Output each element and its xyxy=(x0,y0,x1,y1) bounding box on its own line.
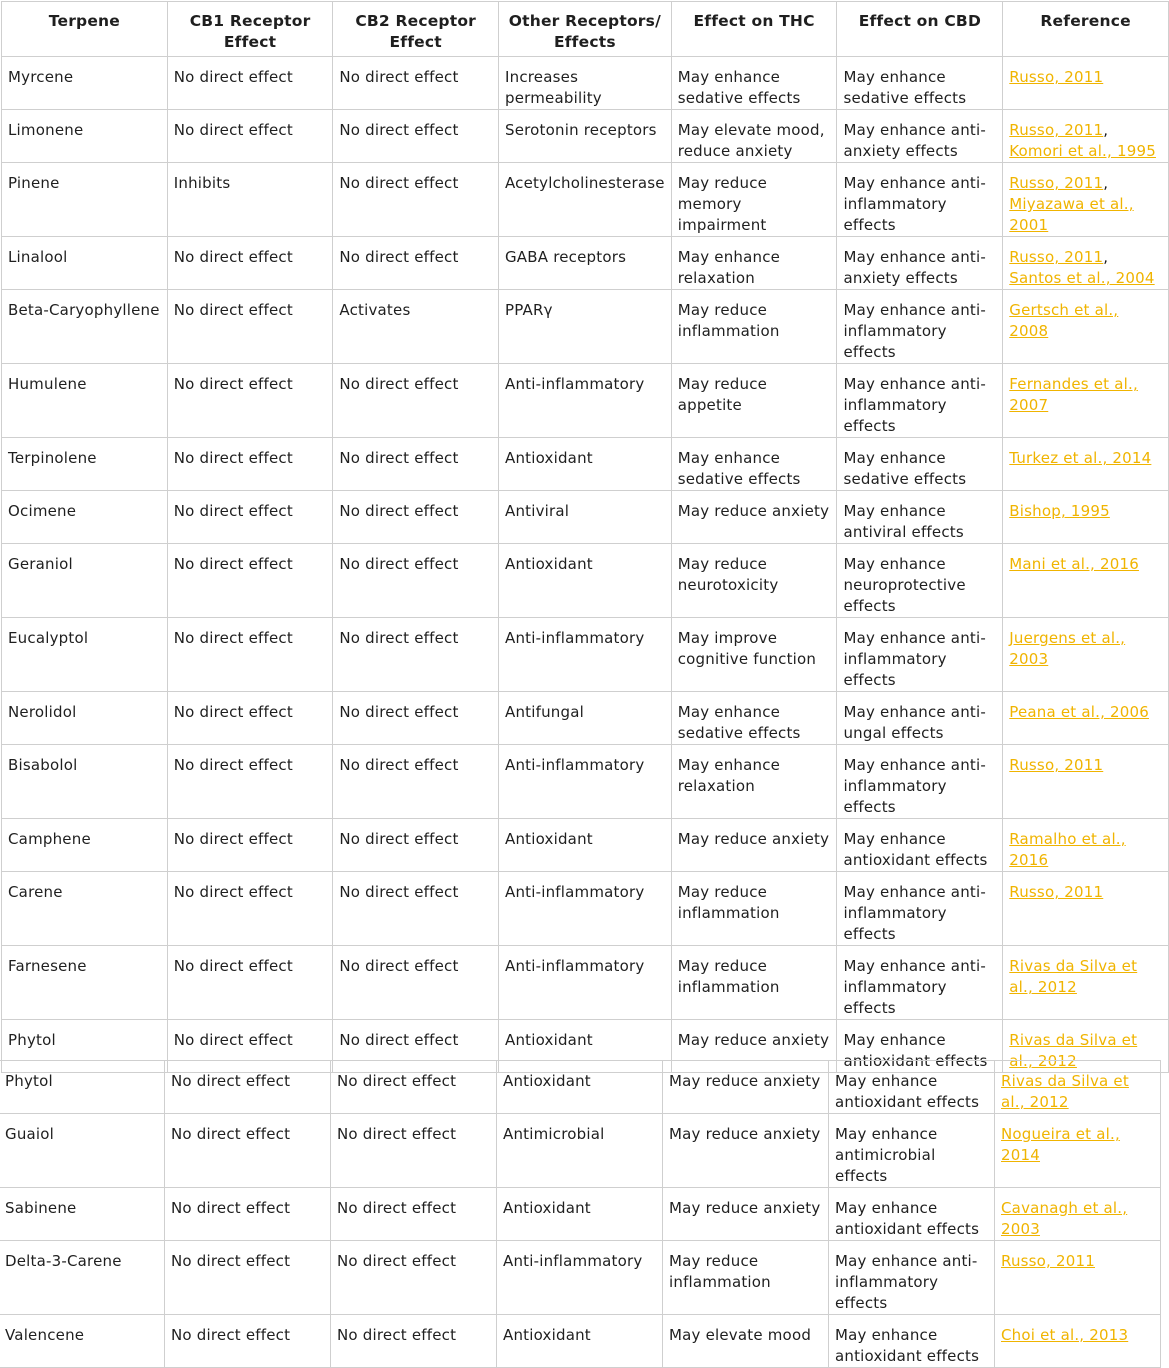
thc-effect-cell: May reduce inflammation xyxy=(663,1241,829,1315)
thc-effect-cell: May reduce inflammation xyxy=(671,872,837,946)
reference-link[interactable]: Bishop, 1995 xyxy=(1009,502,1110,520)
header-terpene: Terpene xyxy=(2,2,168,57)
reference-cell xyxy=(1003,438,1169,491)
reference-cell xyxy=(1003,57,1169,110)
reference-link[interactable]: Rivas da Silva et al., 2012 xyxy=(1009,957,1138,996)
other-receptors-cell: Anti-inflammatory xyxy=(497,1241,663,1315)
thc-effect-cell: May enhance sedative effects xyxy=(671,438,837,491)
reference-link[interactable]: Nogueira et al., 2014 xyxy=(1001,1125,1120,1164)
header-cbd: Effect on CBD xyxy=(837,2,1003,57)
cbd-effect-cell: May enhance antimicrobial effects xyxy=(829,1114,995,1188)
table-row xyxy=(2,290,1169,364)
cb1-cell: No direct effect xyxy=(165,1241,331,1315)
cb2-cell: No direct effect xyxy=(333,237,499,290)
reference-link[interactable]: Ramalho et al., 2016 xyxy=(1009,830,1126,869)
cb1-cell: No direct effect xyxy=(167,692,333,745)
table-row xyxy=(2,544,1169,618)
terpene-cell: Sabinene xyxy=(0,1188,165,1241)
cb2-cell: No direct effect xyxy=(331,1315,497,1368)
cb2-cell: No direct effect xyxy=(333,163,499,237)
cb2-cell: No direct effect xyxy=(333,110,499,163)
cbd-effect-cell: May enhance anti-inflammatory effects xyxy=(837,745,1003,819)
table-row xyxy=(0,1114,1161,1188)
reference-cell xyxy=(1003,692,1169,745)
table-row xyxy=(2,163,1169,237)
reference-cell xyxy=(1003,290,1169,364)
reference-link[interactable]: Gertsch et al., 2008 xyxy=(1009,301,1119,340)
other-receptors-cell: Serotonin receptors xyxy=(498,110,671,163)
table-row xyxy=(0,1241,1161,1315)
thc-effect-cell: May reduce anxiety xyxy=(671,491,837,544)
terpene-cell: Carene xyxy=(2,872,168,946)
terpene-cell: Pinene xyxy=(2,163,168,237)
terpene-cell: Terpinolene xyxy=(2,438,168,491)
terpene-cell: Delta-3-Carene xyxy=(0,1241,165,1315)
cbd-effect-cell: May enhance antioxidant effects xyxy=(829,1061,995,1114)
reference-cell xyxy=(1003,364,1169,438)
reference-cell xyxy=(1003,110,1169,163)
cb1-cell: No direct effect xyxy=(165,1188,331,1241)
cb1-cell: No direct effect xyxy=(167,745,333,819)
reference-link[interactable]: Russo, 2011 xyxy=(1001,1252,1095,1270)
table-row xyxy=(2,618,1169,692)
cbd-effect-cell: May enhance sedative effects xyxy=(837,438,1003,491)
reference-cell xyxy=(1003,491,1169,544)
cb1-cell: No direct effect xyxy=(167,57,333,110)
cb1-cell: No direct effect xyxy=(167,364,333,438)
cb2-cell: No direct effect xyxy=(333,364,499,438)
reference-link[interactable]: Turkez et al., 2014 xyxy=(1009,449,1152,467)
terpene-cell: Limonene xyxy=(2,110,168,163)
reference-cell xyxy=(995,1188,1161,1241)
reference-link[interactable]: Choi et al., 2013 xyxy=(1001,1326,1129,1344)
cb1-cell: No direct effect xyxy=(167,290,333,364)
cb1-cell: No direct effect xyxy=(165,1061,331,1114)
table-row xyxy=(2,491,1169,544)
cbd-effect-cell: May enhance antioxidant effects xyxy=(829,1188,995,1241)
other-receptors-cell: Anti-inflammatory xyxy=(498,618,671,692)
cbd-effect-cell: May enhance anti-inflammatory effects xyxy=(837,618,1003,692)
reference-cell xyxy=(1003,544,1169,618)
terpene-cell: Camphene xyxy=(2,819,168,872)
thc-effect-cell: May reduce appetite xyxy=(671,364,837,438)
other-receptors-cell: PPARγ xyxy=(498,290,671,364)
reference-cell xyxy=(1003,946,1169,1020)
terpene-cell: Ocimene xyxy=(2,491,168,544)
cb1-cell: No direct effect xyxy=(167,819,333,872)
reference-link[interactable]: Mani et al., 2016 xyxy=(1009,555,1139,573)
cb1-cell: No direct effect xyxy=(165,1114,331,1188)
cbd-effect-cell: May enhance antioxidant effects xyxy=(837,1020,1003,1073)
reference-link[interactable]: Russo, 2011 xyxy=(1009,756,1104,774)
cb2-cell: No direct effect xyxy=(331,1241,497,1315)
other-receptors-cell: Anti-inflammatory xyxy=(498,745,671,819)
reference-cell xyxy=(1003,745,1169,819)
terpene-table-main xyxy=(1,1,1169,1073)
cb2-cell: Activates xyxy=(333,290,499,364)
thc-effect-cell: May reduce anxiety xyxy=(663,1061,829,1114)
terpene-cell: Eucalyptol xyxy=(2,618,168,692)
table-row xyxy=(2,745,1169,819)
reference-link[interactable]: Russo, 2011 xyxy=(1009,248,1104,266)
table-row xyxy=(2,237,1169,290)
table-body-main xyxy=(2,57,1169,1073)
table-row xyxy=(2,110,1169,163)
reference-link[interactable]: Fernandes et al., 2007 xyxy=(1009,375,1138,414)
reference-separator: , xyxy=(1103,174,1109,192)
terpene-table-continued xyxy=(0,1060,1161,1368)
other-receptors-cell: Antioxidant xyxy=(498,819,671,872)
reference-link[interactable]: Rivas da Silva et al., 2012 xyxy=(1001,1072,1129,1111)
cb2-cell: No direct effect xyxy=(333,872,499,946)
cbd-effect-cell: May enhance sedative effects xyxy=(837,57,1003,110)
other-receptors-cell: Acetylcholinesterase xyxy=(498,163,671,237)
table-row xyxy=(2,57,1169,110)
thc-effect-cell: May elevate mood, reduce anxiety xyxy=(671,110,837,163)
reference-link[interactable]: Russo, 2011 xyxy=(1009,121,1104,139)
cbd-effect-cell: May enhance anti-ungal effects xyxy=(837,692,1003,745)
cbd-effect-cell: May enhance anti-inflammatory effects xyxy=(837,946,1003,1020)
thc-effect-cell: May reduce inflammation xyxy=(671,946,837,1020)
thc-effect-cell: May reduce memory impairment xyxy=(671,163,837,237)
thc-effect-cell: May reduce neurotoxicity xyxy=(671,544,837,618)
reference-link[interactable]: Santos et al., 2004 xyxy=(1009,269,1155,287)
cb1-cell: No direct effect xyxy=(167,946,333,1020)
header-thc: Effect on THC xyxy=(671,2,837,57)
cb1-cell: No direct effect xyxy=(167,1020,333,1073)
reference-link[interactable]: Rivas da Silva et al., 2012 xyxy=(1009,1031,1138,1070)
reference-cell xyxy=(995,1315,1161,1368)
cb2-cell: No direct effect xyxy=(333,438,499,491)
cb1-cell: No direct effect xyxy=(167,618,333,692)
reference-separator: , xyxy=(1103,248,1109,266)
other-receptors-cell: Anti-inflammatory xyxy=(498,872,671,946)
table-row xyxy=(0,1061,1161,1114)
thc-effect-cell: May improve cognitive function xyxy=(671,618,837,692)
cb1-cell: No direct effect xyxy=(167,544,333,618)
terpene-cell: Farnesene xyxy=(2,946,168,1020)
terpene-cell: Valencene xyxy=(0,1315,165,1368)
header-cb1: CB1 Receptor Effect xyxy=(167,2,333,57)
table-row xyxy=(2,438,1169,491)
terpene-cell: Bisabolol xyxy=(2,745,168,819)
reference-link[interactable]: Miyazawa et al., 2001 xyxy=(1009,195,1134,234)
thc-effect-cell: May reduce anxiety xyxy=(671,819,837,872)
terpene-cell: Phytol xyxy=(2,1020,168,1073)
reference-link[interactable]: Russo, 2011 xyxy=(1009,68,1104,86)
cbd-effect-cell: May enhance anti-inflammatory effects xyxy=(837,872,1003,946)
terpene-cell: Phytol xyxy=(0,1061,165,1114)
header-row xyxy=(2,2,1169,57)
table-row xyxy=(0,1315,1161,1368)
other-receptors-cell: Antiviral xyxy=(498,491,671,544)
cb1-cell: No direct effect xyxy=(167,237,333,290)
reference-cell xyxy=(995,1114,1161,1188)
table-row xyxy=(2,692,1169,745)
other-receptors-cell: Antifungal xyxy=(498,692,671,745)
terpene-cell: Humulene xyxy=(2,364,168,438)
reference-cell xyxy=(1003,618,1169,692)
table-row xyxy=(2,872,1169,946)
other-receptors-cell: Increases permeability xyxy=(498,57,671,110)
terpene-cell: Myrcene xyxy=(2,57,168,110)
cb1-cell: Inhibits xyxy=(167,163,333,237)
cbd-effect-cell: May enhance neuroprotective effects xyxy=(837,544,1003,618)
other-receptors-cell: Anti-inflammatory xyxy=(498,946,671,1020)
cbd-effect-cell: May enhance anti-inflammatory effects xyxy=(837,364,1003,438)
reference-cell xyxy=(995,1241,1161,1315)
thc-effect-cell: May reduce anxiety xyxy=(663,1114,829,1188)
cbd-effect-cell: May enhance antiviral effects xyxy=(837,491,1003,544)
cbd-effect-cell: May enhance anti-inflammatory effects xyxy=(837,163,1003,237)
table-row xyxy=(2,819,1169,872)
other-receptors-cell: Antioxidant xyxy=(498,544,671,618)
table-row xyxy=(2,946,1169,1020)
reference-cell xyxy=(1003,163,1169,237)
cbd-effect-cell: May enhance anti-inflammatory effects xyxy=(837,290,1003,364)
cb1-cell: No direct effect xyxy=(167,491,333,544)
thc-effect-cell: May reduce inflammation xyxy=(671,290,837,364)
cb2-cell: No direct effect xyxy=(333,1020,499,1073)
reference-link[interactable]: Juergens et al., 2003 xyxy=(1009,629,1126,668)
cb2-cell: No direct effect xyxy=(333,946,499,1020)
cb2-cell: No direct effect xyxy=(331,1188,497,1241)
thc-effect-cell: May reduce anxiety xyxy=(663,1188,829,1241)
cb2-cell: No direct effect xyxy=(331,1061,497,1114)
other-receptors-cell: GABA receptors xyxy=(498,237,671,290)
cb1-cell: No direct effect xyxy=(167,110,333,163)
other-receptors-cell: Antioxidant xyxy=(497,1315,663,1368)
cb2-cell: No direct effect xyxy=(333,57,499,110)
cb2-cell: No direct effect xyxy=(331,1114,497,1188)
cbd-effect-cell: May enhance anti-anxiety effects xyxy=(837,110,1003,163)
header-other: Other Receptors/ Effects xyxy=(498,2,671,57)
reference-cell xyxy=(995,1061,1161,1114)
table-row xyxy=(0,1188,1161,1241)
other-receptors-cell: Antioxidant xyxy=(497,1061,663,1114)
header-cb2: CB2 Receptor Effect xyxy=(333,2,499,57)
thc-effect-cell: May enhance sedative effects xyxy=(671,692,837,745)
thc-effect-cell: May elevate mood xyxy=(663,1315,829,1368)
thc-effect-cell: May reduce anxiety xyxy=(671,1020,837,1073)
other-receptors-cell: Antioxidant xyxy=(498,438,671,491)
reference-link[interactable]: Peana et al., 2006 xyxy=(1009,703,1149,721)
cb2-cell: No direct effect xyxy=(333,544,499,618)
table-row xyxy=(2,364,1169,438)
cbd-effect-cell: May enhance antioxidant effects xyxy=(837,819,1003,872)
terpene-cell: Guaiol xyxy=(0,1114,165,1188)
cb1-cell: No direct effect xyxy=(167,872,333,946)
terpene-cell: Linalool xyxy=(2,237,168,290)
reference-link[interactable]: Komori et al., 1995 xyxy=(1009,142,1156,160)
cb2-cell: No direct effect xyxy=(333,745,499,819)
reference-cell xyxy=(1003,872,1169,946)
terpene-cell: Geraniol xyxy=(2,544,168,618)
thc-effect-cell: May enhance relaxation xyxy=(671,745,837,819)
cbd-effect-cell: May enhance antioxidant effects xyxy=(829,1315,995,1368)
other-receptors-cell: Antioxidant xyxy=(497,1188,663,1241)
reference-separator: , xyxy=(1103,121,1109,139)
other-receptors-cell: Anti-inflammatory xyxy=(498,364,671,438)
cb1-cell: No direct effect xyxy=(167,438,333,491)
thc-effect-cell: May enhance sedative effects xyxy=(671,57,837,110)
other-receptors-cell: Antimicrobial xyxy=(497,1114,663,1188)
terpene-cell: Beta-Caryophyllene xyxy=(2,290,168,364)
cb2-cell: No direct effect xyxy=(333,618,499,692)
header-reference: Reference xyxy=(1003,2,1169,57)
reference-cell xyxy=(1003,819,1169,872)
cbd-effect-cell: May enhance anti-inflammatory effects xyxy=(829,1241,995,1315)
other-receptors-cell: Antioxidant xyxy=(498,1020,671,1073)
reference-link[interactable]: Russo, 2011 xyxy=(1009,883,1104,901)
reference-link[interactable]: Russo, 2011 xyxy=(1009,174,1104,192)
table-body-continued xyxy=(0,1061,1161,1368)
cb2-cell: No direct effect xyxy=(333,692,499,745)
cbd-effect-cell: May enhance anti-anxiety effects xyxy=(837,237,1003,290)
reference-link[interactable]: Cavanagh et al., 2003 xyxy=(1001,1199,1128,1238)
terpene-cell: Nerolidol xyxy=(2,692,168,745)
cb2-cell: No direct effect xyxy=(333,491,499,544)
thc-effect-cell: May enhance relaxation xyxy=(671,237,837,290)
reference-cell xyxy=(1003,237,1169,290)
cb1-cell: No direct effect xyxy=(165,1315,331,1368)
cb2-cell: No direct effect xyxy=(333,819,499,872)
